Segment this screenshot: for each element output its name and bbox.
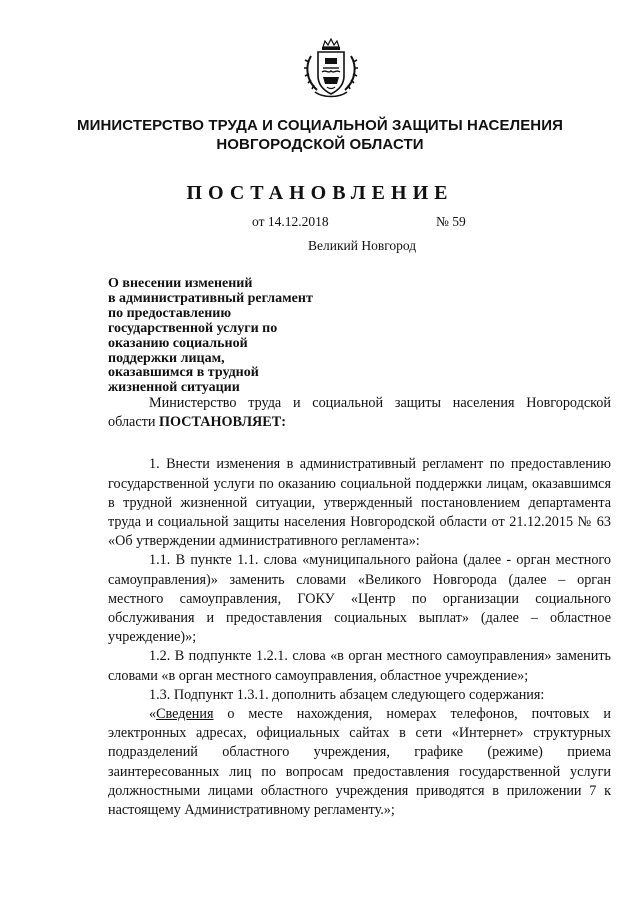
novgorod-coat-of-arms-icon xyxy=(301,38,361,100)
item-1-2-paragraph: 1.2. В подпункте 1.2.1. слова «в орган местного самоуправления» заменить словами «в орган местного самоуправления, областное учреждение»; xyxy=(108,648,611,684)
preamble-resolves: ПОСТАНОВЛЯЕТ: xyxy=(158,414,286,431)
ministry-name xyxy=(0,116,640,154)
document-subject xyxy=(108,277,313,396)
item-1-3-paragraph: 1.3. Подпункт 1.3.1. дополнить абзацем следующего содержания: xyxy=(149,686,545,703)
preamble-text: Министерство труда и социальной защиты населения Новгородской области xyxy=(108,395,611,431)
document-city: Великий Новгород xyxy=(308,238,417,253)
document-type-title: ПОСТАНОВЛЕНИЕ xyxy=(186,182,454,204)
subject-line: государственной услуги по xyxy=(108,320,278,336)
item-1-3-addition-paragraph xyxy=(108,705,611,820)
item-1-paragraph: 1. Внести изменения в административный регламент по предоставлению государственной услуги по оказанию социальной поддержки лицам, оказавшимся в трудной жизненной ситуации, утвержденный постановлением департамента труда и социальной защиты населения Новгородской области от 21.12.2015 № 63 «Об утверждении административного регламента»: xyxy=(108,456,611,550)
underlined-word: Сведения xyxy=(156,706,214,723)
subject-line: поддержки лицам, xyxy=(108,350,225,366)
subject-line: оказанию социальной xyxy=(108,335,248,351)
ministry-line-1: МИНИСТЕРСТВО ТРУДА И СОЦИАЛЬНОЙ ЗАЩИТЫ НАСЕЛЕНИЯ xyxy=(76,117,564,134)
addition-text: о месте нахождения, номерах телефонов, почтовых и электронных адресах, официальных сайтах в сети «Интернет» структурных подразделений областного учреждения, графике (режиме) приема заинтересованных лиц по вопросам предоставления государственной услуги должностными лицами областного учреждения приводятся в приложении 7 к настоящему Административному регламенту.»; xyxy=(108,706,611,819)
subject-line: оказавшимся в трудной xyxy=(108,365,259,381)
subject-line: по предоставлению xyxy=(108,305,232,321)
subject-line: жизненной ситуации xyxy=(108,380,240,396)
item-1-1-paragraph: 1.1. В пункте 1.1. слова «муниципального района (далее - орган местного самоуправления)» заменить словами «Великого Новгорода (далее – орган местного самоуправления, ГОКУ «Центр по организации социального обслуживания и предоставления социальных выплат» (далее – областное учреждение)»; xyxy=(108,552,611,646)
preamble-paragraph xyxy=(108,394,611,432)
quote-open: « xyxy=(149,706,157,723)
ministry-line-2: НОВГОРОДСКОЙ ОБЛАСТИ xyxy=(216,136,424,153)
document-number: № 59 xyxy=(436,214,466,229)
subject-line: О внесении изменений xyxy=(108,276,253,291)
subject-line: в административный регламент xyxy=(108,290,313,306)
document-body xyxy=(108,394,611,820)
document-date: от 14.12.2018 xyxy=(252,214,329,229)
